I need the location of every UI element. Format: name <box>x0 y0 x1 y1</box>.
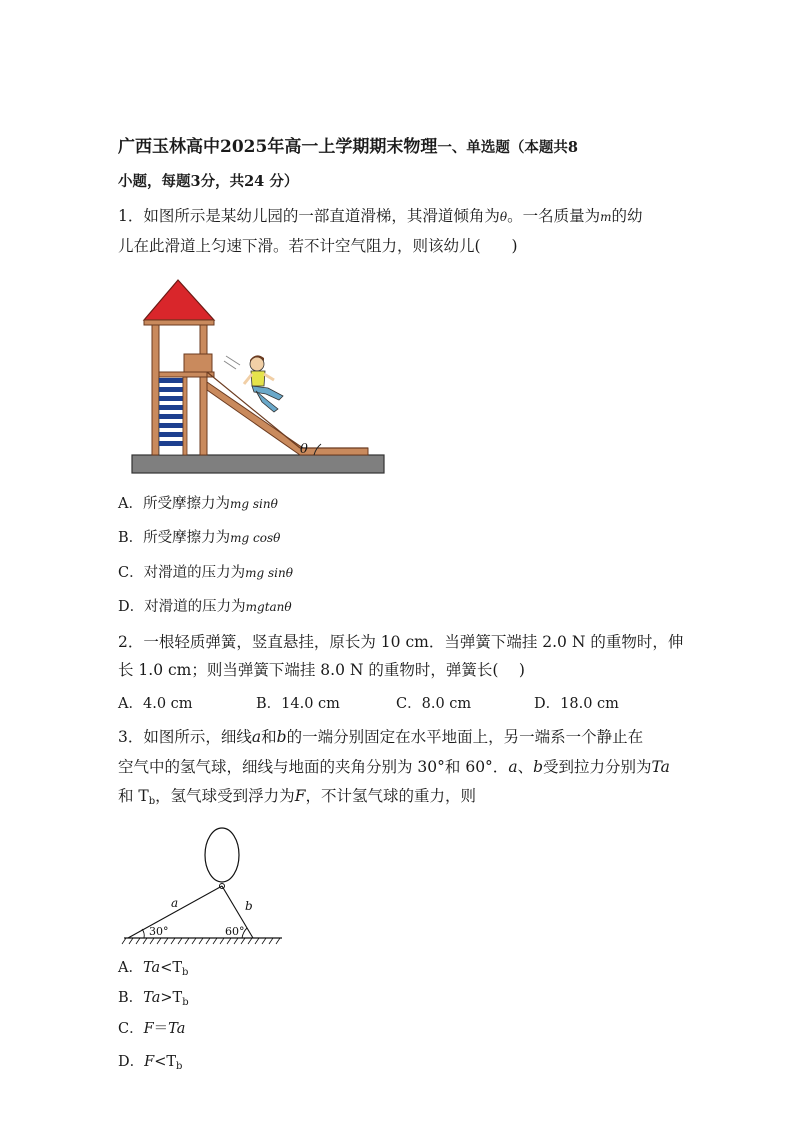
q1-option-a[interactable]: A．所受摩擦力为mg sinθ <box>118 496 278 512</box>
q2-stem-line2: 长 1.0 cm；则当弹簧下端挂 8.0 N 的重物时，弹簧长( ) <box>118 661 525 679</box>
string-a <box>128 886 222 938</box>
platform-floor <box>159 372 214 377</box>
slide-chute <box>207 372 368 455</box>
q1-option-b[interactable]: B．所受摩擦力为mg cosθ <box>118 530 281 546</box>
ground-base <box>132 455 384 473</box>
label-b: b <box>245 899 253 913</box>
angle-theta-label: θ <box>300 442 308 457</box>
q2-stem-line1: 2．一根轻质弹簧，竖直悬挂，原长为 10 cm．当弹簧下端挂 2.0 N 的重物时，伸 <box>118 633 684 651</box>
q1-text: 的幼 <box>611 207 643 225</box>
section-heading: 一、单选题（本题共8 <box>437 139 578 156</box>
q2-option-b[interactable]: B．14.0 cm <box>256 696 340 712</box>
ground-hatching <box>122 938 280 944</box>
angle-60-label: 60° <box>225 925 245 938</box>
q1-option-d[interactable]: D．对滑道的压力为mgtanθ <box>118 599 292 615</box>
slide-figure <box>128 276 390 480</box>
q2-option-a[interactable]: A．4.0 cm <box>118 696 193 712</box>
q1-mass-symbol: m <box>600 210 612 224</box>
section-subheading: 小题，每题3分，共24 分） <box>118 173 299 190</box>
q2-option-d[interactable]: D．18.0 cm <box>534 696 619 712</box>
roof-triangle <box>144 280 214 320</box>
exam-title: 广西玉林高中2025年高一上学期期末物理 <box>118 137 438 157</box>
roof-beam <box>144 320 214 325</box>
balloon-figure <box>118 822 286 948</box>
q3-stem-line2: 空气中的氢气球，细线与地面的夹角分别为 30°和 60°．a、b受到拉力分别为Ta <box>118 758 670 776</box>
left-post <box>152 325 159 455</box>
q3-stem-line3: 和 $T_b$，氢气球受到浮力为F，不计氢气球的重力，则 <box>118 787 476 807</box>
q3-stem-line1: 3．如图所示，细线a和b的一端分别固定在水平地面上，另一端系一个静止在 <box>118 728 644 746</box>
motion-line <box>224 361 236 369</box>
ladder <box>159 372 187 455</box>
q1-stem-line1 <box>118 206 643 227</box>
q3-option-a[interactable]: A．$Ta<T_b$ <box>118 960 189 978</box>
q1-text: 。一名质量为 <box>507 207 601 225</box>
q1-option-c[interactable]: C．对滑道的压力为mg sinθ <box>118 565 293 581</box>
label-a: a <box>171 896 179 910</box>
q2-option-c[interactable]: C．8.0 cm <box>396 696 472 712</box>
platform-box <box>184 354 212 372</box>
q1-theta: θ <box>499 210 508 224</box>
q1-text: 1．如图所示是某幼儿园的一部直道滑梯，其滑道倾角为 <box>118 207 500 225</box>
right-post <box>200 325 207 455</box>
page-title <box>118 136 578 159</box>
angle-30-label: 30° <box>149 925 169 938</box>
q3-option-c[interactable]: C．F＝Ta <box>118 1021 186 1037</box>
hydrogen-balloon <box>205 828 239 882</box>
q1-stem-line2: 儿在此滑道上匀速下滑。若不计空气阻力，则该幼儿( ) <box>118 237 518 255</box>
q3-option-b[interactable]: B．$Ta>T_b$ <box>118 990 189 1008</box>
child-figure <box>244 355 283 412</box>
q3-option-d[interactable]: D．$F<T_b$ <box>118 1054 183 1072</box>
